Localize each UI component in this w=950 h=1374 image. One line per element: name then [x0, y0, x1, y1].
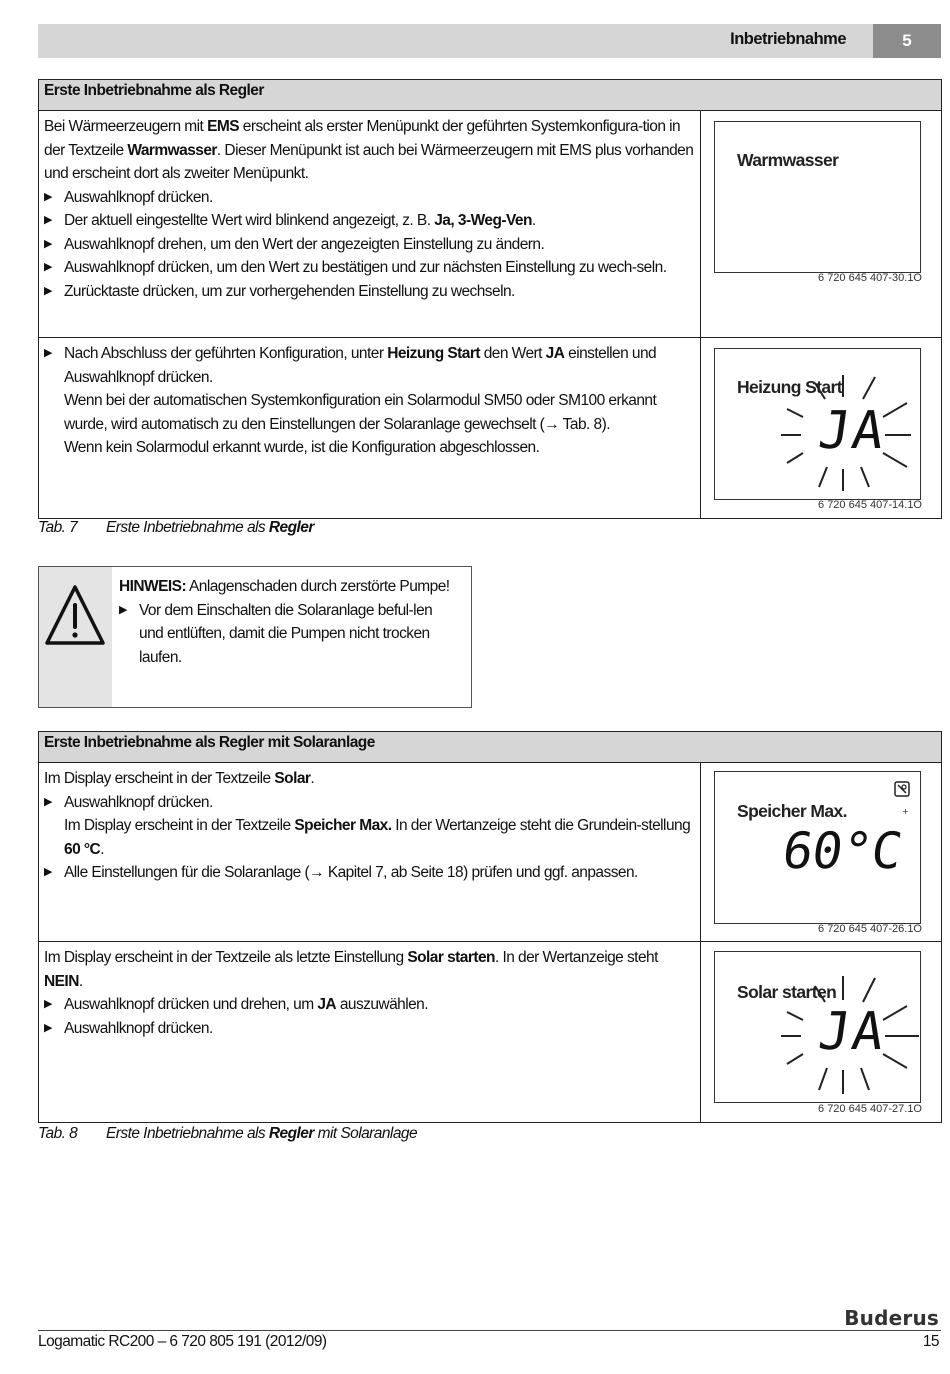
step-item: ▶ Auswahlknopf drücken, um den Wert zu bestätigen und zur nächsten Einstellung zu wech-seln.: [44, 256, 695, 280]
table-8: [38, 731, 942, 1123]
step-item: ▶ Alle Einstellungen für die Solaranlage (→ Kapitel 7, ab Seite 18) prüfen und ggf. anpassen.: [44, 861, 695, 885]
table-row-text: [39, 338, 701, 519]
table-row-text: [39, 942, 701, 1123]
lcd-display: [714, 121, 921, 273]
table-heading: Erste Inbetriebnahme als Regler: [39, 80, 942, 111]
display-text-line: Heizung Start: [737, 377, 842, 397]
step-item: ▶ Vor dem Einschalten die Solaranlage beful-len und entlüften, damit die Pumpen nicht trocken laufen.: [119, 599, 459, 670]
step-item: ▶ Der aktuell eingestellte Wert wird blinkend angezeigt, z. B. Ja, 3-Weg-Ven.: [44, 209, 695, 233]
intro-paragraph: Im Display erscheint in der Textzeile Solar.: [44, 770, 315, 787]
step-note: Wenn bei der automatischen Systemkonfiguration ein Solarmodul SM50 oder SM100 erkannt wurde, wird automatisch zu den Einstellungen der Solaranlage gewechselt (→ Tab. 8).: [64, 392, 657, 433]
step-note: Wenn kein Solarmodul erkannt wurde, ist die Konfiguration abgeschlossen.: [64, 439, 540, 456]
table-row-text: [39, 111, 701, 338]
table-caption: Tab. 8 Erste Inbetriebnahme als Regler mit Solaranlage: [38, 1125, 418, 1142]
display-figure: [701, 763, 942, 942]
intro-paragraph: Bei Wärmeerzeugern mit EMS erscheint als erster Menüpunkt der geführten Systemkonfigura-tion in der Textzeile Warmwasser. Dieser Menüpunkt ist auch bei Wärmeerzeugern mit EMS plus vorhanden und erscheint dort als zweiter Menüpunkt.: [44, 118, 694, 182]
page-header: [38, 24, 941, 58]
step-item: ▶ Auswahlknopf drücken. Im Display erscheint in der Textzeile Speicher Max. In der Wertanzeige steht die Grundein-stellung 60 °C.: [44, 791, 695, 862]
warning-triangle-icon: [39, 567, 112, 707]
figure-number: 6 720 645 407-27.1O: [818, 1103, 922, 1115]
step-note: Im Display erscheint in der Textzeile Speicher Max. In der Wertanzeige steht die Grundein-stellung 60 °C.: [64, 817, 691, 858]
chapter-number: 5: [873, 24, 941, 58]
table-caption: Tab. 7 Erste Inbetriebnahme als Regler: [38, 519, 314, 536]
display-value: 60°C: [778, 822, 906, 880]
display-text-line: Warmwasser: [737, 150, 839, 170]
step-item: ▶ Auswahlknopf drücken.: [44, 186, 695, 210]
table-row-text: [39, 763, 701, 942]
notice-sidebar: [39, 567, 112, 707]
display-text-line: Speicher Max.: [737, 801, 847, 821]
page-number: 15: [922, 1333, 939, 1350]
table-heading: Erste Inbetriebnahme als Regler mit Solaranlage: [39, 732, 942, 763]
display-text-line: Solar starten: [737, 982, 837, 1002]
step-item: ▶ Nach Abschluss der geführten Konfiguration, unter Heizung Start den Wert JA einstellen und Auswahlknopf drücken. Wenn bei der automatischen Systemkonfiguration ein Solarmodul SM50 oder SM100 erkannt wurde, wird automatisch zu den Einstellungen der Solaranlage gewechselt (→ Tab. 8). Wenn kein Solarmodul erkannt wurde, ist die Konfiguration abgeschlossen.: [44, 342, 695, 460]
figure-number: 6 720 645 407-30.1O: [818, 272, 922, 284]
step-item: ▶ Auswahlknopf drücken.: [44, 1017, 695, 1041]
notice-text: HINWEIS: Anlagenschaden durch zerstörte Pumpe! ▶ Vor dem Einschalten die Solaranlage beful-len und entlüften, damit die Pumpen nicht trocken laufen.: [119, 575, 459, 669]
step-item: ▶ Auswahlknopf drehen, um den Wert der angezeigten Einstellung zu ändern.: [44, 233, 695, 257]
footer-divider: [38, 1330, 941, 1331]
lcd-display: [714, 951, 921, 1103]
table-7: [38, 79, 942, 519]
notice-box: [38, 566, 472, 708]
figure-number: 6 720 645 407-14.1O: [818, 499, 922, 511]
footer-document-id: Logamatic RC200 – 6 720 805 191 (2012/09): [38, 1333, 327, 1350]
figure-number: 6 720 645 407-26.1O: [818, 923, 922, 935]
display-figure: [701, 111, 942, 338]
lcd-display: [714, 771, 921, 924]
svg-text:+: +: [902, 807, 909, 816]
brand-logo: Buderus: [844, 1306, 939, 1330]
display-figure: [701, 942, 942, 1123]
blinking-value-icon: [715, 349, 920, 499]
display-value: JA: [814, 401, 890, 461]
intro-paragraph: Im Display erscheint in der Textzeile als letzte Einstellung Solar starten. In der Wertanzeige steht NEIN.: [44, 949, 658, 990]
step-item: ▶ Auswahlknopf drücken und drehen, um JA auszuwählen.: [44, 993, 695, 1017]
step-item: ▶ Zurücktaste drücken, um zur vorhergehenden Einstellung zu wechseln.: [44, 280, 695, 304]
display-value: JA: [814, 1002, 890, 1062]
chapter-title: Inbetriebnahme: [730, 30, 846, 48]
display-figure: [701, 338, 942, 519]
blinking-value-icon: [715, 952, 920, 1102]
lcd-display: [714, 348, 921, 500]
